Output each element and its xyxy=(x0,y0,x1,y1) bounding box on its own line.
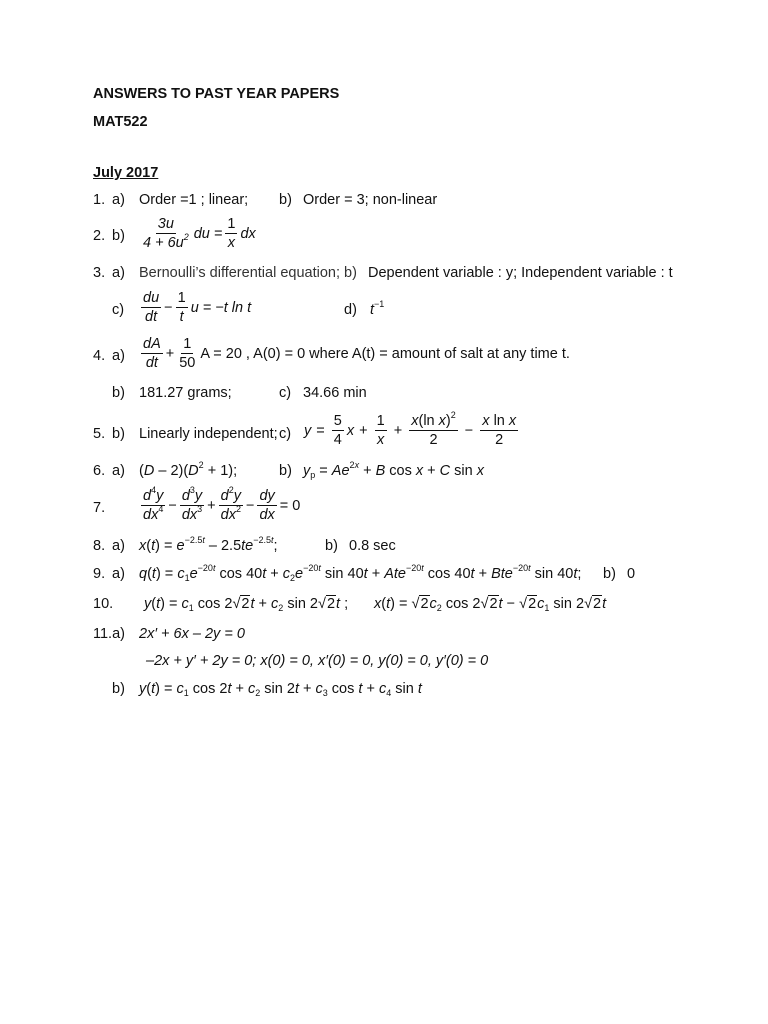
q2-number: 2. xyxy=(93,228,106,244)
q4-part-c-answer: 34.66 min xyxy=(303,385,367,401)
q2-frac2-den: x xyxy=(227,235,236,251)
q10-x-equation: $x(t) = √2c_2$ $\cos 2√2t - √2c_1$ sin 2√2t xyxy=(374,596,607,613)
q8-number: 8. xyxy=(93,538,106,554)
q4-frac1-num: dA xyxy=(143,336,161,352)
q2-part-b-label: b) xyxy=(112,228,125,244)
q5-part-b-label: b) xyxy=(112,426,125,442)
q2-frac2-num: 1 xyxy=(227,216,236,232)
q6-part-b-answer: $y_p = Ae^{2x} + B$ cos x + C sin x xyxy=(303,460,484,480)
q11-line2: –2x + y′ + 2y = 0; x(0) = 0, x′(0) = 0, y(0) = 0, y′(0) = 0 xyxy=(146,653,489,669)
q3-c-rest: u = −t ln t xyxy=(190,299,252,316)
q2-frac1-num: 3u xyxy=(157,216,174,232)
section-title: July 2017 xyxy=(93,165,159,181)
q3-part-d-answer: $t^{-1}$ xyxy=(370,299,385,318)
q4-frac2-den: 50 xyxy=(179,355,196,371)
q8-part-a-answer: $x(t) = e^{-2.5t} - 2.5te^{-2.5t}$; xyxy=(139,535,278,554)
q9-part-a-label: a) xyxy=(112,566,125,582)
q5-part-b-answer: Linearly independent; xyxy=(139,426,278,442)
q10-y-equation: $y(t) = c_1$ $\cos 2√2t + c_2$ sin 2√2t ; xyxy=(144,596,349,613)
q3-number: 3. xyxy=(93,265,106,281)
q9-part-b-answer: 0 xyxy=(627,566,636,582)
document-title: ANSWERS TO PAST YEAR PAPERS xyxy=(93,86,340,102)
q9-part-b-label: b) xyxy=(603,566,616,582)
q4-part-b-answer: 181.27 grams; xyxy=(139,385,232,401)
q4-frac2-num: 1 xyxy=(183,336,192,352)
q3-part-a-answer: Bernoulli’s differential equation; xyxy=(139,265,340,281)
q1-part-a-answer: Order =1 ; linear; xyxy=(139,192,249,208)
q3-part-b-label: b) xyxy=(344,265,357,281)
q4-equation: $\frac{dA}{dt}$ + $\frac{1}{50}$ A = 20 , A(0) = 0 where A(t) = amount of salt at any time t. xyxy=(143,336,570,371)
q8-part-a-label: a) xyxy=(112,538,125,554)
q3-part-d-label: d) xyxy=(344,302,357,318)
q3-c-frac1-den: dt xyxy=(145,309,158,325)
q4-part-b-label: b) xyxy=(112,385,125,401)
course-code: MAT522 xyxy=(93,114,148,130)
q4-part-a-label: a) xyxy=(112,348,125,364)
q4-rest: A = 20 , A(0) = 0 where A(t) = amount of salt at any time t. xyxy=(200,345,570,362)
q11-number: 11.a) xyxy=(93,626,125,642)
q7-equation: $\frac{d^4y}{dx^4}$ − $\frac{d^3y}{dx^3}$ + $\frac{d^2y}{dx^2}$ − $\frac{dy}{dx}$ = 0 xyxy=(143,485,301,523)
q5-c-equation: y = $\frac{5}{4}$ x + $\frac{1}{x}$ + $\frac{x(\ln x)^2}{2}$ − $\frac{\text{x ln x}}{2}$ xyxy=(304,410,517,448)
q3-part-c-label: c) xyxy=(112,302,125,318)
q7-rhs: = 0 xyxy=(279,497,301,514)
q2-frac1-den: 4 + 6u xyxy=(143,235,184,251)
q1-number: 1. xyxy=(93,192,106,208)
q3-d-base: t xyxy=(370,302,375,318)
q1-part-a-label: a) xyxy=(112,192,125,208)
q4-part-c-label: c) xyxy=(279,385,292,401)
q6-part-a-label: a) xyxy=(112,463,125,479)
q9-number: 9. xyxy=(93,566,106,582)
q8-part-b-label: b) xyxy=(325,538,338,554)
q3-c-frac1-num: du xyxy=(143,290,160,306)
q2-dx: dx xyxy=(240,225,256,242)
q3-c-frac2-den: t xyxy=(179,309,184,325)
q11-part-b-answer: $y(t) = c_1$ $\cos 2t + c_2$ $\sin 2t + c_3$ $\cos t + c_4$ sin t xyxy=(139,681,422,698)
q3-part-a-label: a) xyxy=(112,265,125,281)
q6-number: 6. xyxy=(93,463,106,479)
q6-part-a-answer: $(D - 2)(D^2 + 1)$; xyxy=(139,460,238,479)
q6-part-b-label: b) xyxy=(279,463,292,479)
q4-number: 4. xyxy=(93,348,106,364)
q8-part-b-answer: 0.8 sec xyxy=(349,538,396,554)
q1-part-b-label: b) xyxy=(279,192,292,208)
q1-part-b-answer: Order = 3; non-linear xyxy=(303,192,438,208)
q9-part-a-answer: $q(t) = c_1e^{-20t}$ $\cos 40t + c_2e^{-20t}$ sin 40t + Ate$^{-20t}$ cos 40t + Bte$^{-20t}$ sin 40t; xyxy=(139,563,582,583)
q3-part-b-answer: Dependent variable : y; Independent variable : t xyxy=(368,265,673,281)
q7-number: 7. xyxy=(93,500,106,516)
q10-number: 10. xyxy=(93,596,114,612)
q3-c-equation: $\frac{du}{dt}$ − $\frac{1}{t}$ u = −t ln t xyxy=(143,290,252,325)
q11-line1: 2x′ + 6x – 2y = 0 xyxy=(139,626,245,642)
q5-part-c-label: c) xyxy=(279,426,292,442)
q4-frac1-den: dt xyxy=(145,355,158,371)
q3-c-frac2-num: 1 xyxy=(177,290,186,306)
q11-part-b-label: b) xyxy=(112,681,125,697)
q5-number: 5. xyxy=(93,426,106,442)
q2-equation: $\frac{3u}{4 + 6u^2}$ du = $\frac{1}{x}$ dx xyxy=(143,216,256,251)
q2-du: du = xyxy=(193,225,223,242)
